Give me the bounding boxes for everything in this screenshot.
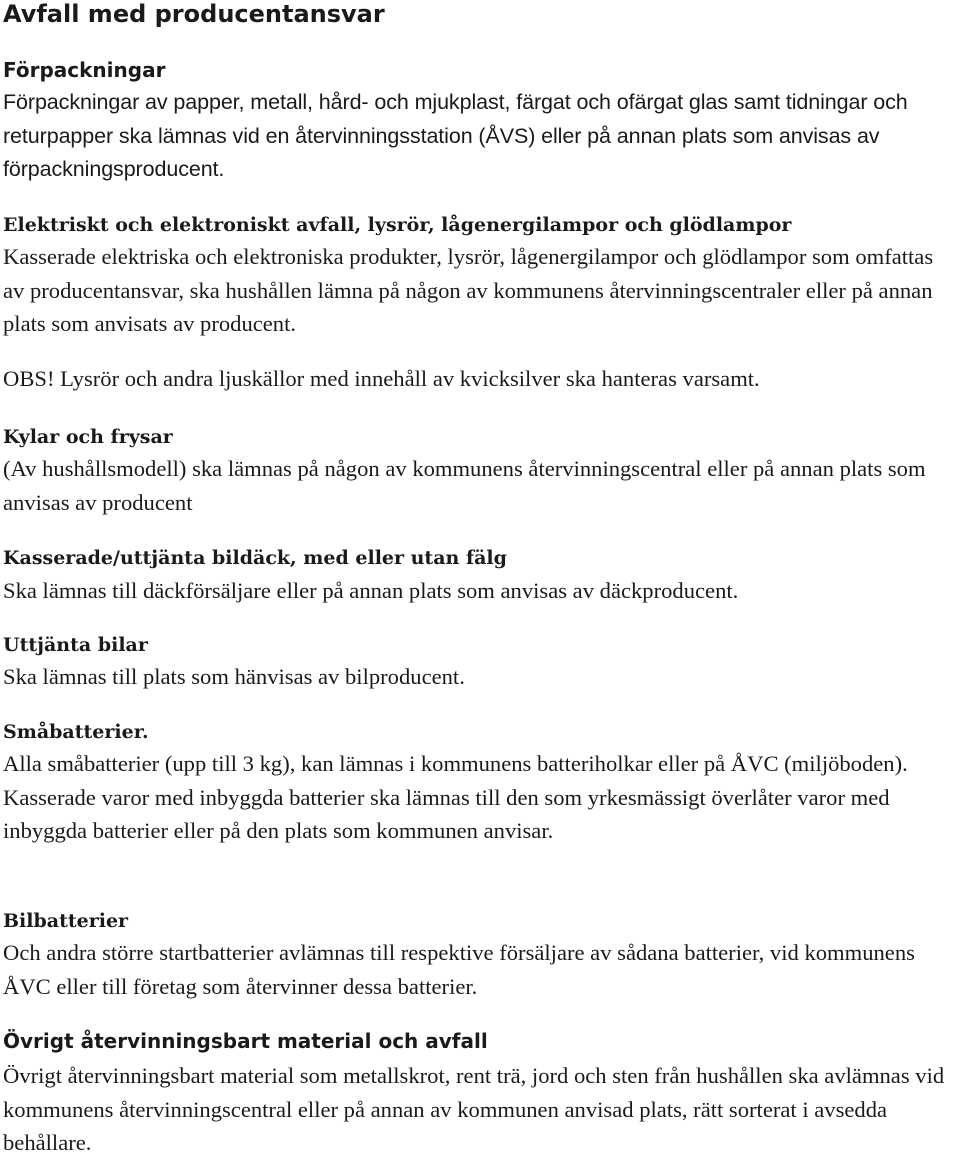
section-body-bilar: Ska lämnas till plats som hänvisas av bilproducent. — [3, 664, 465, 689]
section-heading-bildack: Kasserade/uttjänta bildäck, med eller utan fälg — [3, 547, 507, 569]
section-body-forpackningar: Förpackningar av papper, metall, hård- och mjukplast, färgat och ofärgat glas samt tidningar och returpapper ska lämnas vid en återvinningsstation (ÅVS) eller på annan plats som anvisas av förpackningsproducent. — [3, 90, 908, 181]
section-heading-elektriskt: Elektriskt och elektroniskt avfall, lysrör, lågenergilampor och glödlampor — [3, 214, 792, 236]
section-heading-forpackningar: Förpackningar — [3, 58, 166, 82]
section-body-bildack: Ska lämnas till däckförsäljare eller på annan plats som anvisas av däckproducent. — [3, 578, 739, 603]
section-body-kylar: (Av hushållsmodell) ska lämnas på någon av kommunens återvinningscentral eller på annan plats som anvisas av producent — [3, 456, 926, 515]
section-body-smabatterier: Alla småbatterier (upp till 3 kg), kan lämnas i kommunens batteriholkar eller på ÅVC (miljöboden). Kasserade varor med inbyggda batterier ska lämnas till den som yrkesmässigt överlåter varor med inbyggda batterier eller på den plats som kommunen anvisar. — [3, 751, 908, 843]
section-body-ovrigt: Övrigt återvinningsbart material som metallskrot, rent trä, jord och sten från hushållen ska avlämnas vid kommunens återvinningscentral eller på annan av kommunen anvisad plats, rätt sorterat i avsedda behållare. — [3, 1063, 945, 1155]
section-heading-bilbatterier: Bilbatterier — [3, 910, 129, 932]
section-body-elektriskt: Kasserade elektriska och elektroniska produkter, lysrör, lågenergilampor och glödlampor som omfattas av producentansvar, ska hushållen lämna på någon av kommunens återvinningscentraler eller på annan plats som anvisats av producent. — [3, 244, 934, 336]
section-heading-ovrigt: Övrigt återvinningsbart material och avfall — [3, 1029, 488, 1053]
section-heading-smabatterier: Småbatterier. — [3, 721, 149, 743]
section-heading-kylar: Kylar och frysar — [3, 426, 173, 448]
section-heading-bilar: Uttjänta bilar — [3, 634, 148, 656]
section-note-elektriskt: OBS! Lysrör och andra ljuskällor med innehåll av kvicksilver ska hanteras varsamt. — [3, 366, 760, 391]
page-title: Avfall med producentansvar — [3, 0, 385, 28]
section-body-bilbatterier: Och andra större startbatterier avlämnas till respektive försäljare av sådana batterier, vid kommunens ÅVC eller till företag som återvinner dessa batterier. — [3, 940, 915, 999]
